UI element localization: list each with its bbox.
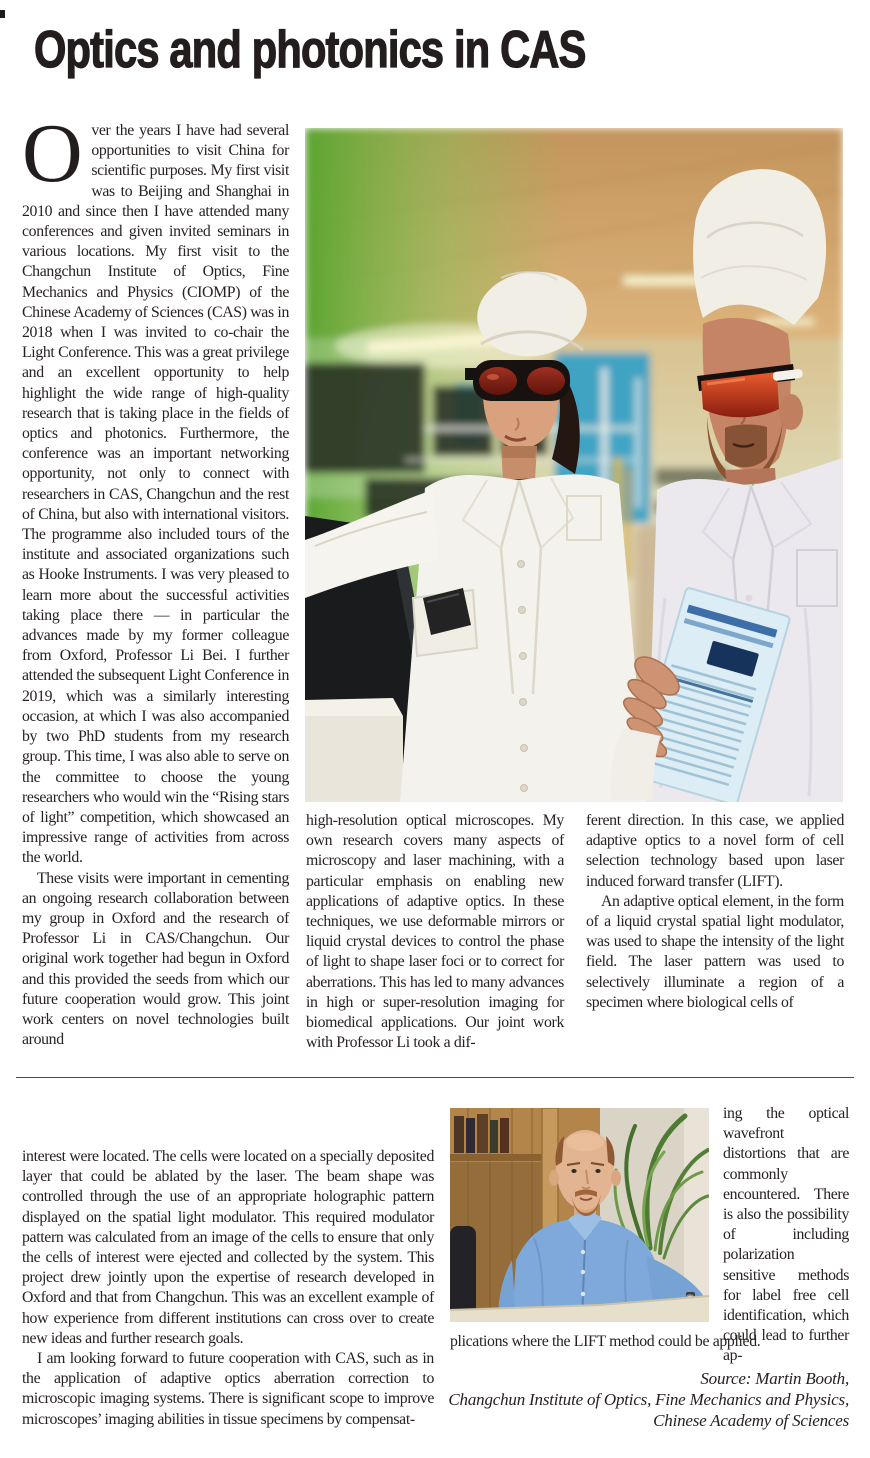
column-bottom-right <box>723 1104 849 1367</box>
section-divider <box>16 1077 854 1078</box>
column-right <box>586 811 844 1013</box>
cells-paragraph: interest were located. The cells were located on a specially deposited layer that could be ablated by the laser. The beam shape was controlled through the use of an appropriate holographic pattern displayed on the spatial light modulator. This required modulator pattern was calculated from an image of the cells to ensure that only the cells of interest were ejected and collected by the system. This project drew jointly upon the expertise of research developed in Oxford and that from Changchun. This was an excellent example of how experience from different institutions can cross over to create new ideas and further research goals. <box>22 1148 434 1347</box>
source-line-1: Source: Martin Booth, <box>700 1369 849 1388</box>
print-corner-mark <box>0 10 5 18</box>
source-line-2: Changchun Institute of Optics, Fine Mechanics and Physics, <box>448 1390 849 1409</box>
portrait-photo-illustration <box>450 1108 709 1322</box>
lab-photo <box>305 128 843 802</box>
source-line-3: Chinese Academy of Sciences <box>653 1411 849 1430</box>
modulator-paragraph: An adaptive optical element, in the form of a liquid crystal spatial light modulator, was used to shape the intensity of the light field. The laser pattern was used to selectively illuminate a region of a specimen where biological cells of <box>586 892 844 1011</box>
lab-photo-illustration <box>305 128 843 802</box>
wavefront-paragraph: ing the optical wavefront distortions that are commonly encountered. There is also the possibility of including polarization sensitive methods for label free cell identification, which could lead to further ap- <box>723 1105 849 1365</box>
portrait-photo <box>450 1108 709 1322</box>
collaboration-paragraph: These visits were important in cementing an ongoing research collaboration between my group in Oxford and the research of Professor Li in CAS/Changchun. Our original work together had begun in Oxford and this provided the seeds from which our future cooperation would grow. This joint work centers on novel technologies built around <box>22 869 289 1049</box>
lift-conclusion-line: plications where the LIFT method could be applied. <box>450 1333 761 1350</box>
column-middle <box>306 811 564 1053</box>
books <box>454 1114 509 1153</box>
lift-paragraph: ferent direction. In this case, we applied adaptive optics to a novel form of cell selection technology based upon laser induced forward transfer (LIFT). <box>586 812 844 890</box>
intro-paragraph <box>22 107 290 869</box>
page-title: Optics and photonics in CAS <box>34 21 586 79</box>
research-paragraph: high-resolution optical microscopes. My own research covers many aspects of microscopy and laser machining, with a particular emphasis on enabling new applications of adaptive optics. In these techniques, we use deformable mirrors or liquid crystal devices to control the phase of light to shape laser foci or to correct for aberrations. This has led to many advances in high or super-resolution imaging for biomedical applications. Our joint work with Professor Li took a dif- <box>306 812 564 1052</box>
drop-cap: O <box>22 107 83 200</box>
future-paragraph: I am looking forward to future cooperation with CAS, such as in the application of adaptive optics aberration correction to microscopic imaging systems. There is significant scope to improve microscopes’ imaging abilities in tissue specimens by compensat- <box>22 1350 434 1428</box>
column-left <box>22 107 290 1050</box>
intro-text: ver the years I have had several opportunities to visit China for scientific purposes. My first visit was to Beijing and Shanghai in 2010 and since then I have attended many conferences and given invited seminars in various locations. My first visit to the Changchun Institute of Optics, Fine Mechanics and Physics (CIOMP) of the Chinese Academy of Sciences (CAS) was in 2018 when I was invited to co-chair the Light Conference. This was a great privilege and an excellent opportunity to help highlight the wide range of high-quality research that is taking place in the fields of optics and photonics. Furthermore, the conference was an important networking opportunity, not only to connect with researchers in CAS, Changchun and the rest of China, but also with international visitors. The programme also included tours of the institute and associated organizations such as Hooke Instruments. I was very pleased to learn more about the successful activities taking place there — in particular the advances made by my former colleague from Oxford, Professor Li Bei. I further attended the subsequent Light Conference in 2019, which was a similarly interesting occasion, at which I was also accompanied by two PhD students from my research group. This time, I was also able to serve on the committee to choose the young researchers who would win the “Rising stars of light” competition, which showcased an impressive range of activities from across the world. <box>22 122 290 867</box>
source-attribution <box>350 1368 849 1431</box>
runover-line <box>450 1332 850 1352</box>
chair <box>450 1226 476 1322</box>
